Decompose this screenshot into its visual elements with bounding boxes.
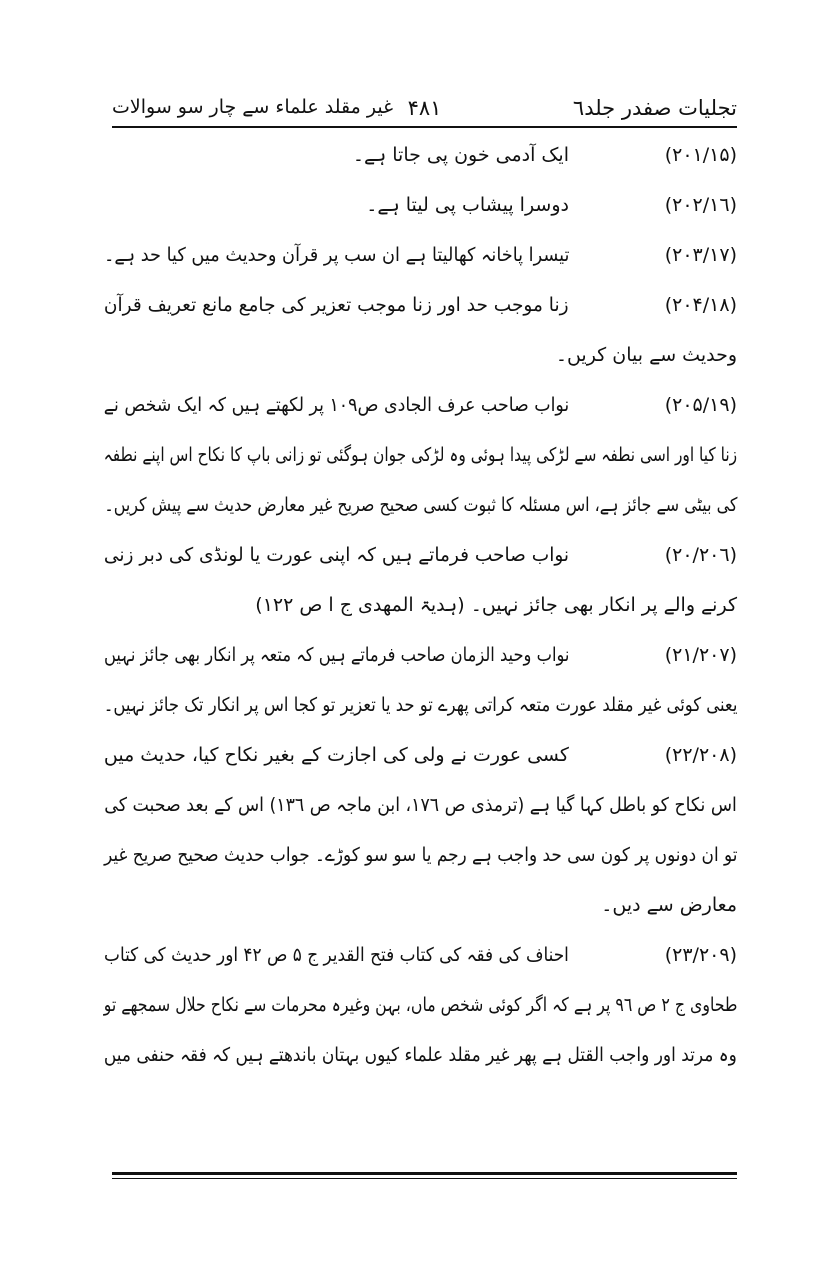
continuation-text: معارض سے دیں۔ [601, 894, 737, 916]
question-number: (۲۱/۲۰۷) [664, 644, 737, 666]
text-line [104, 730, 737, 780]
header-rule [112, 126, 737, 128]
footer-rule-thick [112, 1172, 737, 1175]
continuation-text: تو ان دونوں پر کون سی حد واجب ہے رجم یا سو سو کوڑے۔ جواب حدیث صحیح صریح غیر [103, 844, 737, 866]
question-number: (۲۲/۲۰۸) [664, 744, 737, 766]
continuation-text: طحاوی ج ۲ ص ۹٦ پر ہے کہ اگر کوئی شخص ماں، بہن وغیرہ محرمات سے نکاح حلال سمجھے تو [103, 994, 737, 1016]
question-number: (۲۳/۲۰۹) [664, 944, 737, 966]
text-line [104, 780, 737, 830]
continuation-text: زنا کیا اور اسی نطفہ سے لڑکی پیدا ہوئی وہ لڑکی جوان ہوگئی تو زانی باپ کا نکاح اس اپنے نطفہ [103, 444, 737, 466]
text-line [104, 180, 737, 230]
chapter-title: غیر مقلد علماء سے چار سو سوالات [112, 96, 394, 118]
text-line [104, 480, 737, 530]
text-line [104, 1030, 737, 1080]
continuation-text: وہ مرتد اور واجب القتل ہے پھر غیر مقلد علماء کیوں بہتان باندھتے ہیں کہ فقہ حنفی میں [104, 1044, 737, 1066]
continuation-text: وحدیث سے بیان کریں۔ [555, 344, 737, 366]
text-line [104, 880, 737, 930]
text-line [104, 580, 737, 630]
continuation-text: کی بیٹی سے جائز ہے، اس مسئلہ کا ثبوت کسی صحیح صریح غیر معارض حدیث سے پیش کریں۔ [103, 494, 737, 516]
question-number: (۲۰۱/۱۵) [664, 144, 737, 166]
question-text: دوسرا پیشاب پی لیتا ہے۔ [366, 194, 569, 216]
text-line [104, 680, 737, 730]
question-text: نواب وحید الزمان صاحب فرماتے ہیں کہ متعہ پر انکار بھی جائز نہیں [103, 644, 569, 666]
question-number: (۲۰۲/۱٦) [664, 194, 737, 216]
continuation-text: یعنی کوئی غیر مقلد عورت متعہ کراتی پھرے تو حد یا تعزیر تو کجا اس پر انکار تک جائز نہیں۔ [103, 694, 737, 716]
text-line [104, 980, 737, 1030]
question-number: (۲۰۴/۱۸) [664, 294, 737, 316]
text-line [104, 380, 737, 430]
question-text: ایک آدمی خون پی جاتا ہے۔ [352, 144, 569, 166]
text-line [104, 630, 737, 680]
text-line [104, 530, 737, 580]
text-line [104, 130, 737, 180]
book-title: تجلیات صفدر جلد٦ [572, 96, 737, 120]
question-number: (۲۰۳/۱۷) [664, 244, 737, 266]
question-text: نواب صاحب فرماتے ہیں کہ اپنی عورت یا لونڈی کی دبر زنی [103, 544, 569, 566]
question-text: احناف کی فقہ کی کتاب فتح القدیر ج ۵ ص ۴۲ اور حدیث کی کتاب [104, 944, 569, 966]
text-line [104, 830, 737, 880]
question-text: نواب صاحب عرف الجادی ص۱۰۹ پر لکھتے ہیں کہ ایک شخص نے [103, 394, 569, 416]
text-line [104, 280, 737, 330]
page-number: ۴۸۱ [407, 96, 442, 120]
question-list [104, 130, 737, 1080]
text-line [104, 230, 737, 280]
question-number: (۲۰٦/۲۰) [664, 544, 737, 566]
text-line [104, 430, 737, 480]
question-text: کسی عورت نے ولی کی اجازت کے بغیر نکاح کیا، حدیث میں [104, 744, 569, 766]
footer-rule-thin [112, 1178, 737, 1179]
continuation-text: کرنے والے پر انکار بھی جائز نہیں۔ (ہدیۃ المھدی ج ا ص ۱۲۲) [255, 594, 737, 616]
running-header [112, 88, 737, 124]
text-line [104, 930, 737, 980]
question-text: تیسرا پاخانہ کھالیتا ہے ان سب پر قرآن وحدیث میں کیا حد ہے۔ [103, 244, 569, 266]
question-number: (۲۰۵/۱۹) [664, 394, 737, 416]
continuation-text: اس نکاح کو باطل کہا گیا ہے (ترمذی ص ۱۷٦، ابن ماجہ ص ۱۳٦) اس کے بعد صحبت کی [104, 794, 737, 816]
text-line [104, 330, 737, 380]
question-text: زنا موجب حد اور زنا موجب تعزیر کی جامع مانع تعریف قرآن [104, 294, 569, 316]
